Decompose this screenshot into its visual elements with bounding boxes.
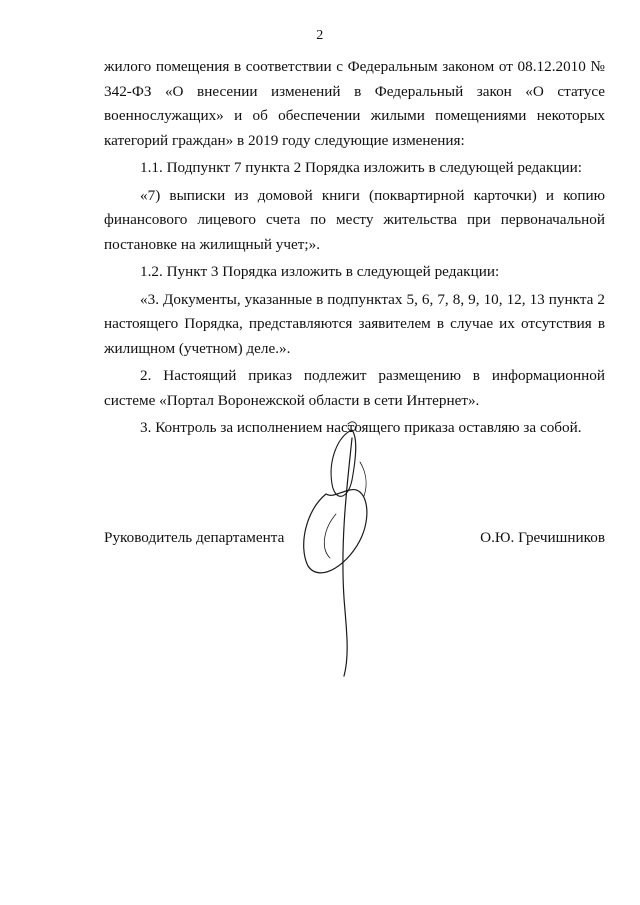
signer-position: Руководитель департамента xyxy=(104,529,285,546)
signature-descending-stroke xyxy=(343,438,352,676)
paragraph-item-1-1: 1.1. Подпункт 7 пункта 2 Порядка изложить в следующей редакции: xyxy=(140,159,582,176)
document-body xyxy=(104,55,605,441)
signature-block xyxy=(104,529,605,551)
paragraph-item-2: 2. Настоящий приказ подлежит размещению в информационной системе «Портал Воронежской области в сети Интернет». xyxy=(104,367,605,409)
paragraph-item-3: 3. Контроль за исполнением настоящего приказа оставляю за собой. xyxy=(140,419,582,436)
page-number: 2 xyxy=(316,28,324,43)
signer-name: О.Ю. Гречишников xyxy=(480,529,605,546)
paragraph-quote-item-3: «3. Документы, указанные в подпунктах 5, 6, 7, 8, 9, 10, 12, 13 пункта 2 настоящего Порядка, представляются заявителем в случае их отсутствия в жилищном (учетном) деле.». xyxy=(104,290,605,357)
paragraph-intro-continuation: жилого помещения в соответствии с Федеральным законом от 08.12.2010 № 342-ФЗ «О внесении изменений в Федеральный закон «О статусе военнослужащих» и об обеспечении жилыми помещениями некоторых категорий граждан» в 2019 году следующие изменения: xyxy=(104,58,605,149)
paragraph-quote-subitem-7: «7) выписки из домовой книги (поквартирной карточки) и копию финансового лицевого счета по месту жительства при первоначальной постановке на жилищный учет;». xyxy=(104,186,605,253)
paragraph-item-1-2: 1.2. Пункт 3 Порядка изложить в следующей редакции: xyxy=(140,263,500,280)
signature-tail-stroke xyxy=(360,462,366,496)
